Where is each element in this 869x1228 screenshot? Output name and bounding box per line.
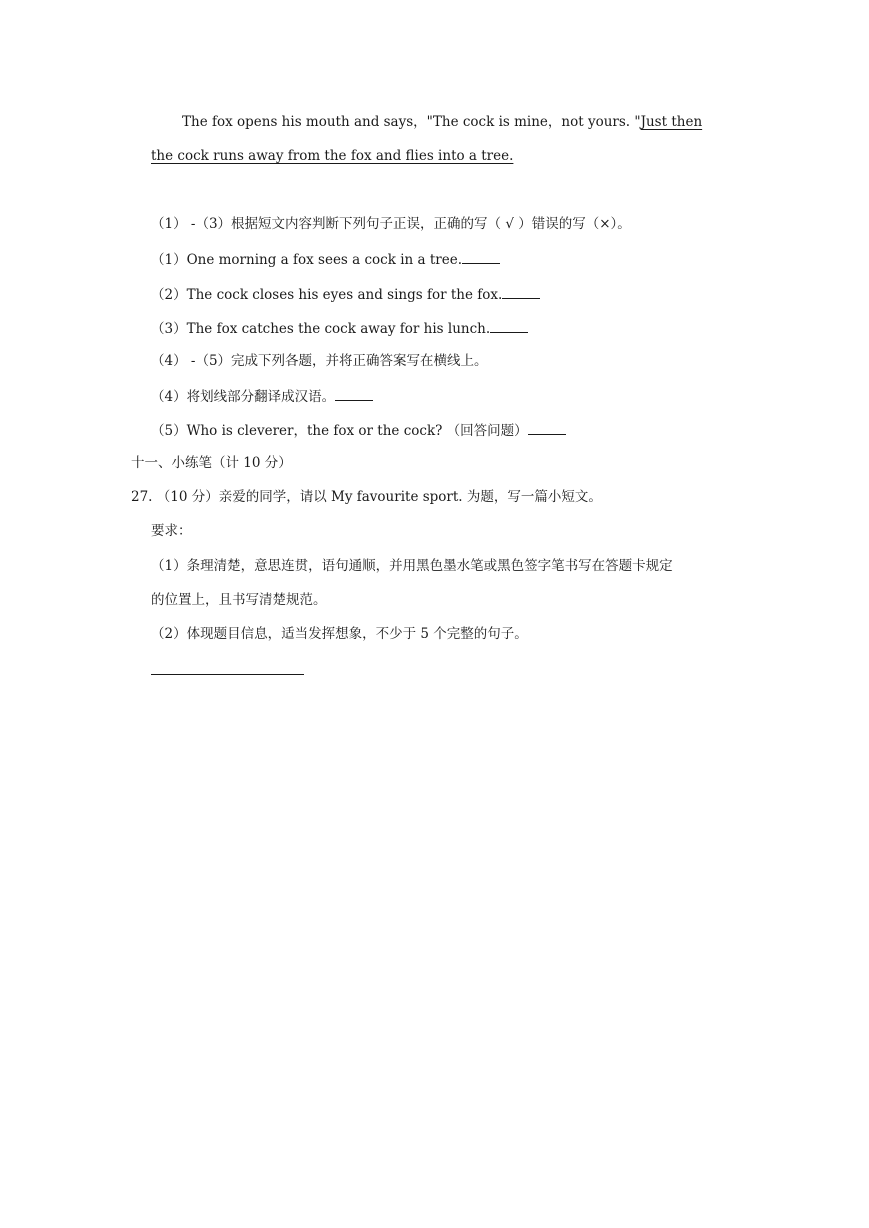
answer-blank-5[interactable] xyxy=(528,420,566,435)
requirements-label: 要求： xyxy=(151,523,192,539)
part1-instruction: （1） -（3）根据短文内容判断下列句子正误，正确的写（ √ ）错误的写（×）。 xyxy=(151,216,631,232)
requirement-1-line-2: 的位置上，且书写清楚规范。 xyxy=(151,592,327,608)
part2-instruction: （4） -（5）完成下列各题，并将正确答案写在横线上。 xyxy=(151,353,488,369)
question-5-text: （5）Who is cleverer，the fox or the cock? （回答问题） xyxy=(151,423,528,439)
answer-blank-2[interactable] xyxy=(502,284,540,299)
section-heading: 十一、小练笔（计 10 分） xyxy=(131,455,292,471)
question-4 xyxy=(151,386,373,406)
question-3 xyxy=(151,318,528,338)
passage-text: The fox opens his mouth and says，"The cock is mine，not yours. " xyxy=(182,114,641,130)
question-4-text: （4）将划线部分翻译成汉语。 xyxy=(151,389,336,405)
underlined-text: Just then xyxy=(640,114,703,130)
passage-line-1 xyxy=(182,113,702,131)
question-1 xyxy=(151,249,500,269)
answer-blank-1[interactable] xyxy=(462,249,500,264)
essay-answer-line[interactable] xyxy=(151,674,304,675)
passage-line-2: the cock runs away from the fox and flies into a tree. xyxy=(151,148,514,164)
question-3-text: （3）The fox catches the cock away for his lunch. xyxy=(151,321,491,337)
answer-blank-4[interactable] xyxy=(335,386,373,401)
question-2-text: （2）The cock closes his eyes and sings for the fox. xyxy=(151,287,503,303)
question-5 xyxy=(151,420,566,440)
answer-blank-3[interactable] xyxy=(490,318,528,333)
requirement-1-line-1: （1）条理清楚，意思连贯，语句通顺，并用黑色墨水笔或黑色签字笔书写在答题卡规定 xyxy=(151,558,673,574)
question-1-text: （1）One morning a fox sees a cock in a tree. xyxy=(151,252,463,268)
question-27: 27. （10 分）亲爱的同学，请以 My favourite sport. 为题，写一篇小短文。 xyxy=(131,489,602,505)
question-2 xyxy=(151,284,540,304)
requirement-2: （2）体现题目信息，适当发挥想象，不少于 5 个完整的句子。 xyxy=(151,626,528,642)
